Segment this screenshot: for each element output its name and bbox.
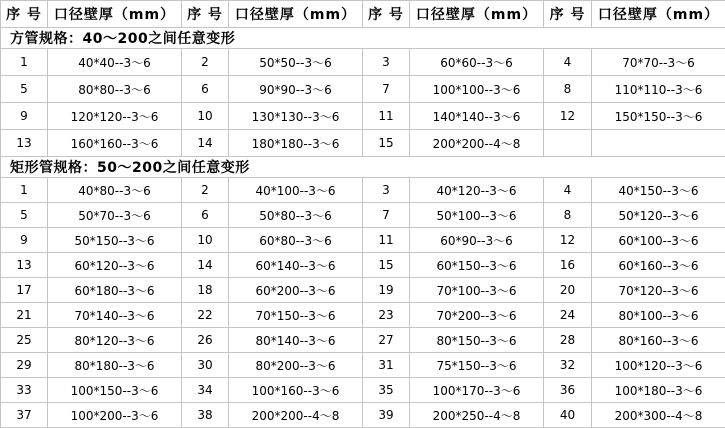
spec-cell: 50*80--3～6 (229, 203, 363, 228)
serial-cell: 3 (363, 49, 410, 76)
serial-cell: 7 (363, 203, 410, 228)
spec-cell: 70*200--3～6 (410, 303, 544, 328)
spec-cell: 200*200--4～8 (229, 403, 363, 428)
serial-cell: 23 (363, 303, 410, 328)
serial-cell: 4 (544, 178, 592, 203)
serial-cell: 1 (1, 49, 48, 76)
spec-cell: 100*180--3～6 (592, 378, 725, 403)
spec-cell: 60*60--3～6 (410, 49, 544, 76)
spec-cell: 75*150--3～6 (410, 353, 544, 378)
serial-cell: 5 (1, 76, 48, 103)
spec-cell: 50*100--3～6 (410, 203, 544, 228)
spec-cell: 140*140--3～6 (410, 103, 544, 130)
table-row (1, 253, 725, 278)
spec-cell: 40*100--3～6 (229, 178, 363, 203)
column-header-spec: 口径壁厚（mm） (410, 1, 544, 28)
serial-cell: 25 (1, 328, 48, 353)
spec-cell: 80*120--3～6 (48, 328, 182, 353)
serial-cell: 9 (1, 103, 48, 130)
spec-cell: 80*150--3～6 (410, 328, 544, 353)
section-header-row (1, 157, 725, 178)
serial-cell: 11 (363, 228, 410, 253)
serial-cell: 35 (363, 378, 410, 403)
spec-cell: 150*150--3～6 (592, 103, 725, 130)
spec-cell: 160*160--3～6 (48, 130, 182, 157)
serial-cell: 10 (182, 103, 229, 130)
spec-cell: 100*200--3～6 (48, 403, 182, 428)
spec-cell: 80*200--3～6 (229, 353, 363, 378)
table-row (1, 278, 725, 303)
spec-cell: 80*100--3～6 (592, 303, 725, 328)
table-header (1, 1, 725, 28)
spec-cell: 60*160--3～6 (592, 253, 725, 278)
table-row (1, 328, 725, 353)
spec-cell: 80*160--3～6 (592, 328, 725, 353)
spec-cell: 60*120--3～6 (48, 253, 182, 278)
spec-cell: 70*100--3～6 (410, 278, 544, 303)
serial-cell (544, 130, 592, 157)
spec-cell: 60*200--3～6 (229, 278, 363, 303)
serial-cell: 16 (544, 253, 592, 278)
serial-cell: 24 (544, 303, 592, 328)
serial-cell: 6 (182, 76, 229, 103)
serial-cell: 30 (182, 353, 229, 378)
serial-cell: 40 (544, 403, 592, 428)
table-row (1, 49, 725, 76)
spec-cell: 100*160--3～6 (229, 378, 363, 403)
spec-cell: 50*120--3～6 (592, 203, 725, 228)
spec-cell: 40*40--3～6 (48, 49, 182, 76)
serial-cell: 38 (182, 403, 229, 428)
spec-cell: 60*150--3～6 (410, 253, 544, 278)
table-row (1, 130, 725, 157)
serial-cell: 15 (363, 253, 410, 278)
spec-cell: 180*180--3～6 (229, 130, 363, 157)
serial-cell: 7 (363, 76, 410, 103)
spec-cell: 40*80--3～6 (48, 178, 182, 203)
spec-cell: 40*150--3～6 (592, 178, 725, 203)
serial-cell: 1 (1, 178, 48, 203)
spec-cell: 80*140--3～6 (229, 328, 363, 353)
serial-cell: 21 (1, 303, 48, 328)
spec-cell: 110*110--3～6 (592, 76, 725, 103)
serial-cell: 19 (363, 278, 410, 303)
serial-cell: 2 (182, 49, 229, 76)
serial-cell: 6 (182, 203, 229, 228)
spec-cell: 100*150--3～6 (48, 378, 182, 403)
serial-cell: 18 (182, 278, 229, 303)
serial-cell: 31 (363, 353, 410, 378)
header-row (1, 1, 725, 28)
serial-cell: 12 (544, 228, 592, 253)
table-row (1, 178, 725, 203)
serial-cell: 36 (544, 378, 592, 403)
spec-cell: 50*150--3～6 (48, 228, 182, 253)
section-title: 方管规格：40～200之间任意变形 (1, 28, 725, 49)
spec-cell: 40*120--3～6 (410, 178, 544, 203)
serial-cell: 37 (1, 403, 48, 428)
table-row (1, 203, 725, 228)
column-header-spec: 口径壁厚（mm） (229, 1, 363, 28)
spec-cell: 200*200--4～8 (410, 130, 544, 157)
serial-cell: 8 (544, 203, 592, 228)
spec-cell: 70*70--3～6 (592, 49, 725, 76)
spec-cell: 130*130--3～6 (229, 103, 363, 130)
spec-cell: 80*180--3～6 (48, 353, 182, 378)
serial-cell: 8 (544, 76, 592, 103)
serial-cell: 29 (1, 353, 48, 378)
spec-cell: 80*80--3～6 (48, 76, 182, 103)
table-row (1, 303, 725, 328)
spec-cell: 60*100--3～6 (592, 228, 725, 253)
table-row (1, 103, 725, 130)
spec-cell: 90*90--3～6 (229, 76, 363, 103)
serial-cell: 22 (182, 303, 229, 328)
spec-cell: 200*300--4～8 (592, 403, 725, 428)
section-title: 矩形管规格：50～200之间任意变形 (1, 157, 725, 178)
serial-cell: 13 (1, 253, 48, 278)
spec-cell: 60*80--3～6 (229, 228, 363, 253)
serial-cell: 15 (363, 130, 410, 157)
serial-cell: 14 (182, 253, 229, 278)
column-header-serial: 序 号 (1, 1, 48, 28)
table-row (1, 228, 725, 253)
table-row (1, 378, 725, 403)
serial-cell: 28 (544, 328, 592, 353)
column-header-serial: 序 号 (544, 1, 592, 28)
column-header-serial: 序 号 (363, 1, 410, 28)
section-header-row (1, 28, 725, 49)
table-row (1, 353, 725, 378)
serial-cell: 4 (544, 49, 592, 76)
spec-cell: 70*140--3～6 (48, 303, 182, 328)
spec-cell: 70*150--3～6 (229, 303, 363, 328)
serial-cell: 11 (363, 103, 410, 130)
column-header-serial: 序 号 (182, 1, 229, 28)
spec-cell: 120*120--3～6 (48, 103, 182, 130)
serial-cell: 9 (1, 228, 48, 253)
spec-cell: 60*140--3～6 (229, 253, 363, 278)
serial-cell: 3 (363, 178, 410, 203)
serial-cell: 26 (182, 328, 229, 353)
serial-cell: 10 (182, 228, 229, 253)
serial-cell: 34 (182, 378, 229, 403)
spec-cell: 50*70--3～6 (48, 203, 182, 228)
serial-cell: 39 (363, 403, 410, 428)
serial-cell: 5 (1, 203, 48, 228)
table-row (1, 76, 725, 103)
serial-cell: 17 (1, 278, 48, 303)
column-header-spec: 口径壁厚（mm） (592, 1, 725, 28)
serial-cell: 12 (544, 103, 592, 130)
spec-cell: 100*120--3～6 (592, 353, 725, 378)
column-header-spec: 口径壁厚（mm） (48, 1, 182, 28)
serial-cell: 2 (182, 178, 229, 203)
serial-cell: 13 (1, 130, 48, 157)
spec-cell: 60*90--3～6 (410, 228, 544, 253)
table-body (1, 28, 725, 428)
serial-cell: 33 (1, 378, 48, 403)
spec-cell: 100*170--3～6 (410, 378, 544, 403)
serial-cell: 27 (363, 328, 410, 353)
spec-cell (592, 130, 725, 157)
spec-cell: 70*120--3～6 (592, 278, 725, 303)
serial-cell: 14 (182, 130, 229, 157)
spec-cell: 60*180--3～6 (48, 278, 182, 303)
spec-cell: 100*100--3～6 (410, 76, 544, 103)
serial-cell: 20 (544, 278, 592, 303)
spec-cell: 200*250--4～8 (410, 403, 544, 428)
serial-cell: 32 (544, 353, 592, 378)
spec-cell: 50*50--3～6 (229, 49, 363, 76)
